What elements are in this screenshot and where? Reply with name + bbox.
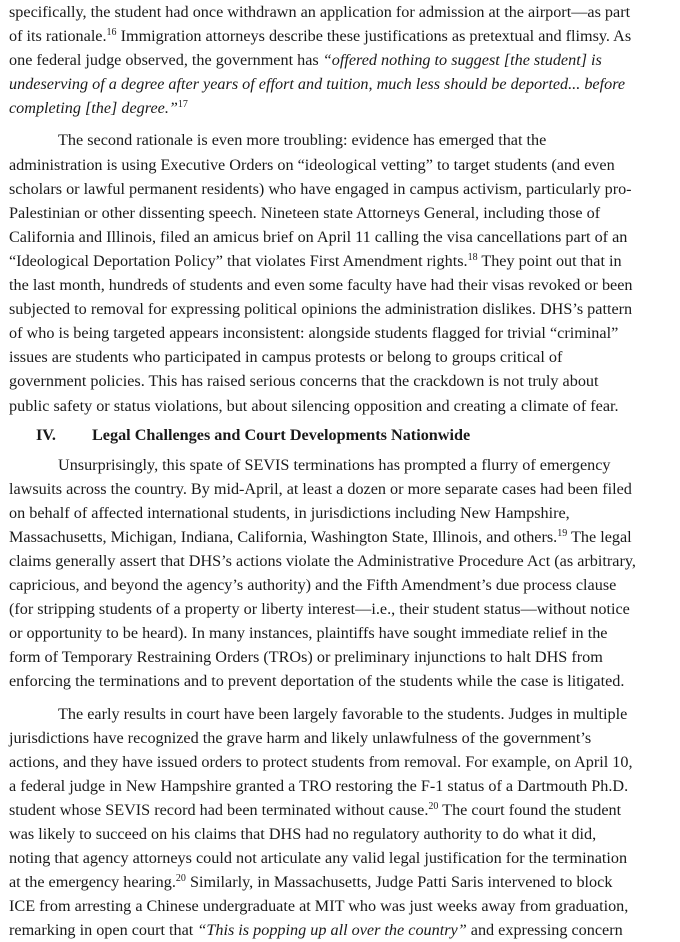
footnote-ref[interactable]: 16 (106, 27, 117, 39)
text-line: jurisdictions have recognized the grave harm and likely unlawfulness of the government’s (9, 728, 592, 747)
text-line: at the emergency hearing.$^{20}$ Similarly, in Massachusetts, Judge Patti Saris intervened to block (9, 873, 613, 892)
text-line: of who is being targeted appears inconsistent: alongside students flagged for trivial “criminal” (9, 324, 619, 343)
text-line: The second rationale is even more troubling: evidence has emerged that the (58, 131, 547, 150)
quotation: “offered nothing to suggest [the student] is (322, 51, 602, 70)
text-line: was likely to succeed on his claims that DHS had no regulatory authority to do what it did, (9, 825, 597, 843)
text-line: Palestinian or other dissenting speech. Nineteen state Attorneys General, including those of (9, 203, 601, 222)
text-line: (for stripping students of a property or liberty interest—i.e., their student status—without notice (9, 600, 630, 619)
paragraph-second-rationale (9, 128, 674, 417)
text-line: California and Illinois, filed an amicus brief on April 11 calling the visa cancellations part of an (9, 227, 628, 246)
text-line: or opportunity to be heard). In many instances, plaintiffs have sought immediate relief in the (9, 624, 608, 643)
footnote-ref[interactable]: 18 (467, 251, 478, 263)
text-line: specifically, the student had once withdrawn an application for admission at the airport—as part (9, 3, 631, 21)
text-line: Massachusetts, Michigan, Indiana, California, Washington State, Illinois, and others.$^{19}$ The legal (9, 527, 632, 546)
text-line: one federal judge observed, the government has “offered nothing to suggest [the student] is (9, 51, 602, 70)
text-line: capricious, and beyond the agency’s authority) and the Fifth Amendment’s due process clause (9, 576, 617, 595)
text-line: the last month, hundreds of students and even some faculty have had their visas revoked or been (9, 276, 633, 295)
text-line (9, 72, 674, 96)
section-number: IV. (36, 425, 56, 444)
section-title: Legal Challenges and Court Developments Nationwide (92, 425, 471, 444)
document-page (9, 0, 674, 942)
quotation: completing [the] degree.” (9, 99, 178, 118)
text-line: student whose SEVIS record had been terminated without cause.$^{20}$ The court found the student (9, 800, 622, 819)
quotation: undeserving of a degree after years of effort and tuition, much less should be deported... before (9, 75, 626, 94)
paragraph-lawsuits (9, 453, 674, 694)
footnote-ref[interactable]: 17 (177, 99, 188, 111)
text-line: claims generally assert that DHS’s actions violate the Administrative Procedure Act (as arbitrary, (9, 551, 636, 570)
text-line (9, 96, 674, 120)
footnote-ref[interactable]: 19 (557, 527, 568, 539)
text-line: remarking in open court that “This is popping up all over the country” and expressing concern (9, 921, 623, 940)
paragraph-gap (9, 120, 674, 128)
text-line: The early results in court have been largely favorable to the students. Judges in multiple (58, 704, 628, 723)
quotation: “This is popping up all over the country” (197, 921, 467, 940)
text-line: a federal judge in New Hampshire granted a TRO restoring the F-1 status of a Dartmouth Ph.D. (9, 776, 629, 795)
text-line: form of Temporary Restraining Orders (TROs) or preliminary injunctions to halt DHS from (9, 648, 603, 667)
footnote-ref[interactable]: 20 (175, 873, 186, 885)
text-line: issues are students who participated in campus protests or belong to groups critical of (9, 348, 563, 367)
text-line: government policies. This has raised serious concerns that the crackdown is not truly about (9, 372, 599, 391)
text-line: Unsurprisingly, this spate of SEVIS terminations has prompted a flurry of emergency (58, 455, 611, 474)
text-line: administration is using Executive Orders on “ideological vetting” to target students (and even (9, 155, 615, 174)
text-line: noting that agency attorneys could not articulate any valid legal justification for the termination (9, 849, 628, 868)
text-line: scholars or lawful permanent residents) who have engaged in campus activism, particularly pro- (9, 179, 632, 198)
paragraph-court-results (9, 702, 674, 942)
text-line: actions, and they have issued orders to protect students from removal. For example, on April 10, (9, 752, 633, 771)
footnote-ref[interactable]: 20 (428, 800, 439, 812)
paragraph-gap (9, 694, 674, 702)
text-line: on behalf of affected international students, in jurisdictions including New Hampshire, (9, 503, 570, 522)
paragraph-rationale-continuation (9, 0, 674, 120)
text-line: ICE from arresting a Chinese undergraduate at MIT who was just weeks away from graduation, (9, 897, 629, 916)
text-line: “Ideological Deportation Policy” that violates First Amendment rights.$^{18}$ They point out that in (9, 251, 622, 270)
section-heading (9, 423, 674, 447)
text-line: subjected to removal for expressing political opinions the administration dislikes. DHS’s pattern (9, 300, 633, 319)
text-line: lawsuits across the country. By mid-April, at least a dozen or more separate cases had been filed (9, 479, 632, 498)
text-line: of its rationale.$^{16}$ Immigration attorneys describe these justifications as pretextual and flimsy. As (9, 27, 632, 46)
text-line: enforcing the terminations and to prevent deportation of the students while the case is litigated. (9, 672, 625, 691)
text-line: public safety or status violations, but about silencing opposition and creating a climate of fear. (9, 396, 619, 415)
